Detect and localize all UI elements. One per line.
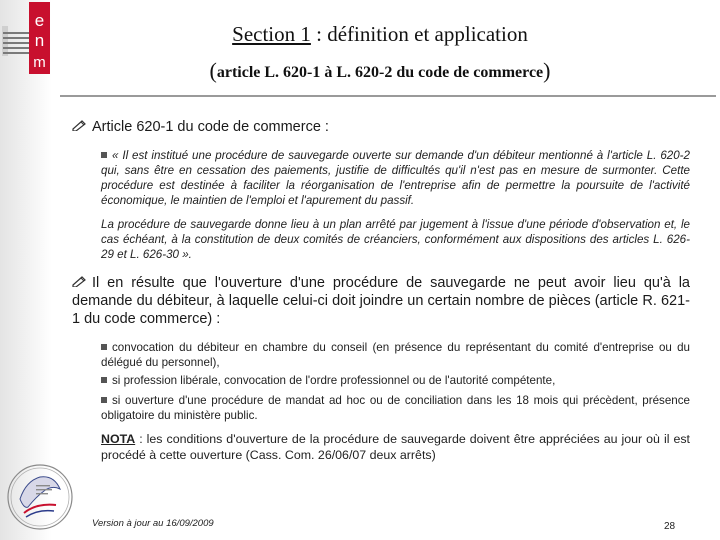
title-rest: : définition et application bbox=[310, 22, 528, 46]
title-line bbox=[60, 22, 700, 47]
list-item bbox=[101, 340, 690, 370]
list-item-text: si profession libérale, convocation de l'ordre professionnel ou de l'autorité compétente, bbox=[112, 374, 556, 387]
subtitle-paren-close: ) bbox=[543, 58, 551, 83]
list-item bbox=[101, 393, 690, 423]
slide-title bbox=[60, 22, 700, 84]
result-text: Il en résulte que l'ouverture d'une procédure de sauvegarde ne peut avoir lieu qu'à la demande du débiteur, à laquelle celui-ci doit joindre un certain nombre de pièces (article R. 621-1 du code commerce) : bbox=[72, 275, 690, 327]
quote-paragraph-2 bbox=[101, 217, 690, 262]
nota-paragraph bbox=[101, 431, 690, 463]
marianne-seal-logo bbox=[2, 455, 80, 537]
square-bullet-icon bbox=[101, 377, 107, 383]
title-divider bbox=[60, 95, 716, 97]
list-item-text: convocation du débiteur en chambre du conseil (en présence du représentant du comité d'entreprise ou du délégué du personnel), bbox=[101, 341, 690, 369]
quote-p1-text: « Il est institué une procédure de sauvegarde ouverte sur demande d'un débiteur mentionné à l'article L. 620-2 qui, sans être en cessation des paiements, justifie de difficultés qu'il n'est pas en mesure de surmonter. Cette procédure est destinée à faciliter la réorganisation de l'entreprise afin de permettre la poursuite de l'activité économique, le maintien de l'emploi et l'apurement du passif. bbox=[101, 149, 690, 207]
version-note: Version à jour au 16/09/2009 bbox=[92, 518, 214, 529]
nota-label: NOTA bbox=[101, 432, 136, 446]
svg-text:e: e bbox=[34, 11, 45, 30]
square-bullet-icon bbox=[101, 397, 107, 403]
subtitle-paren-open: ( bbox=[209, 58, 217, 83]
quote-p2-text: La procédure de sauvegarde donne lieu à un plan arrêté par jugement à l'issue d'une période d'observation et, le cas échéant, à la constitution de deux comités de créanciers, conformément aux dispositions des articles L. 626-29 et L. 626-30 ». bbox=[101, 218, 690, 261]
enm-logo bbox=[2, 2, 50, 74]
result-paragraph bbox=[72, 274, 690, 328]
title-section: Section 1 bbox=[232, 22, 311, 46]
square-bullet-icon bbox=[101, 344, 107, 350]
list-item bbox=[101, 373, 690, 388]
pen-bullet-icon bbox=[72, 120, 87, 131]
article-heading bbox=[72, 118, 690, 136]
pen-bullet-icon bbox=[72, 276, 87, 287]
square-bullet-icon bbox=[101, 152, 107, 158]
svg-text:m: m bbox=[33, 54, 46, 71]
nota-text: : les conditions d'ouverture de la procédure de sauvegarde doivent être appréciées au jour où il est procédé à cette ouverture (Cass. Com. 26/06/07 deux arrêts) bbox=[101, 432, 690, 462]
svg-text:n: n bbox=[34, 31, 45, 50]
list-item-text: si ouverture d'une procédure de mandat ad hoc ou de conciliation dans les 18 mois qui précèdent, présence obligatoire du ministère public. bbox=[101, 394, 690, 422]
quote-paragraph-1 bbox=[101, 148, 690, 208]
article-heading-text: Article 620-1 du code de commerce : bbox=[92, 119, 329, 135]
subtitle-text: article L. 620-1 à L. 620-2 du code de commerce bbox=[216, 64, 544, 81]
slide-content bbox=[72, 118, 690, 463]
page-number: 28 bbox=[664, 521, 676, 532]
subtitle-line bbox=[60, 58, 700, 84]
